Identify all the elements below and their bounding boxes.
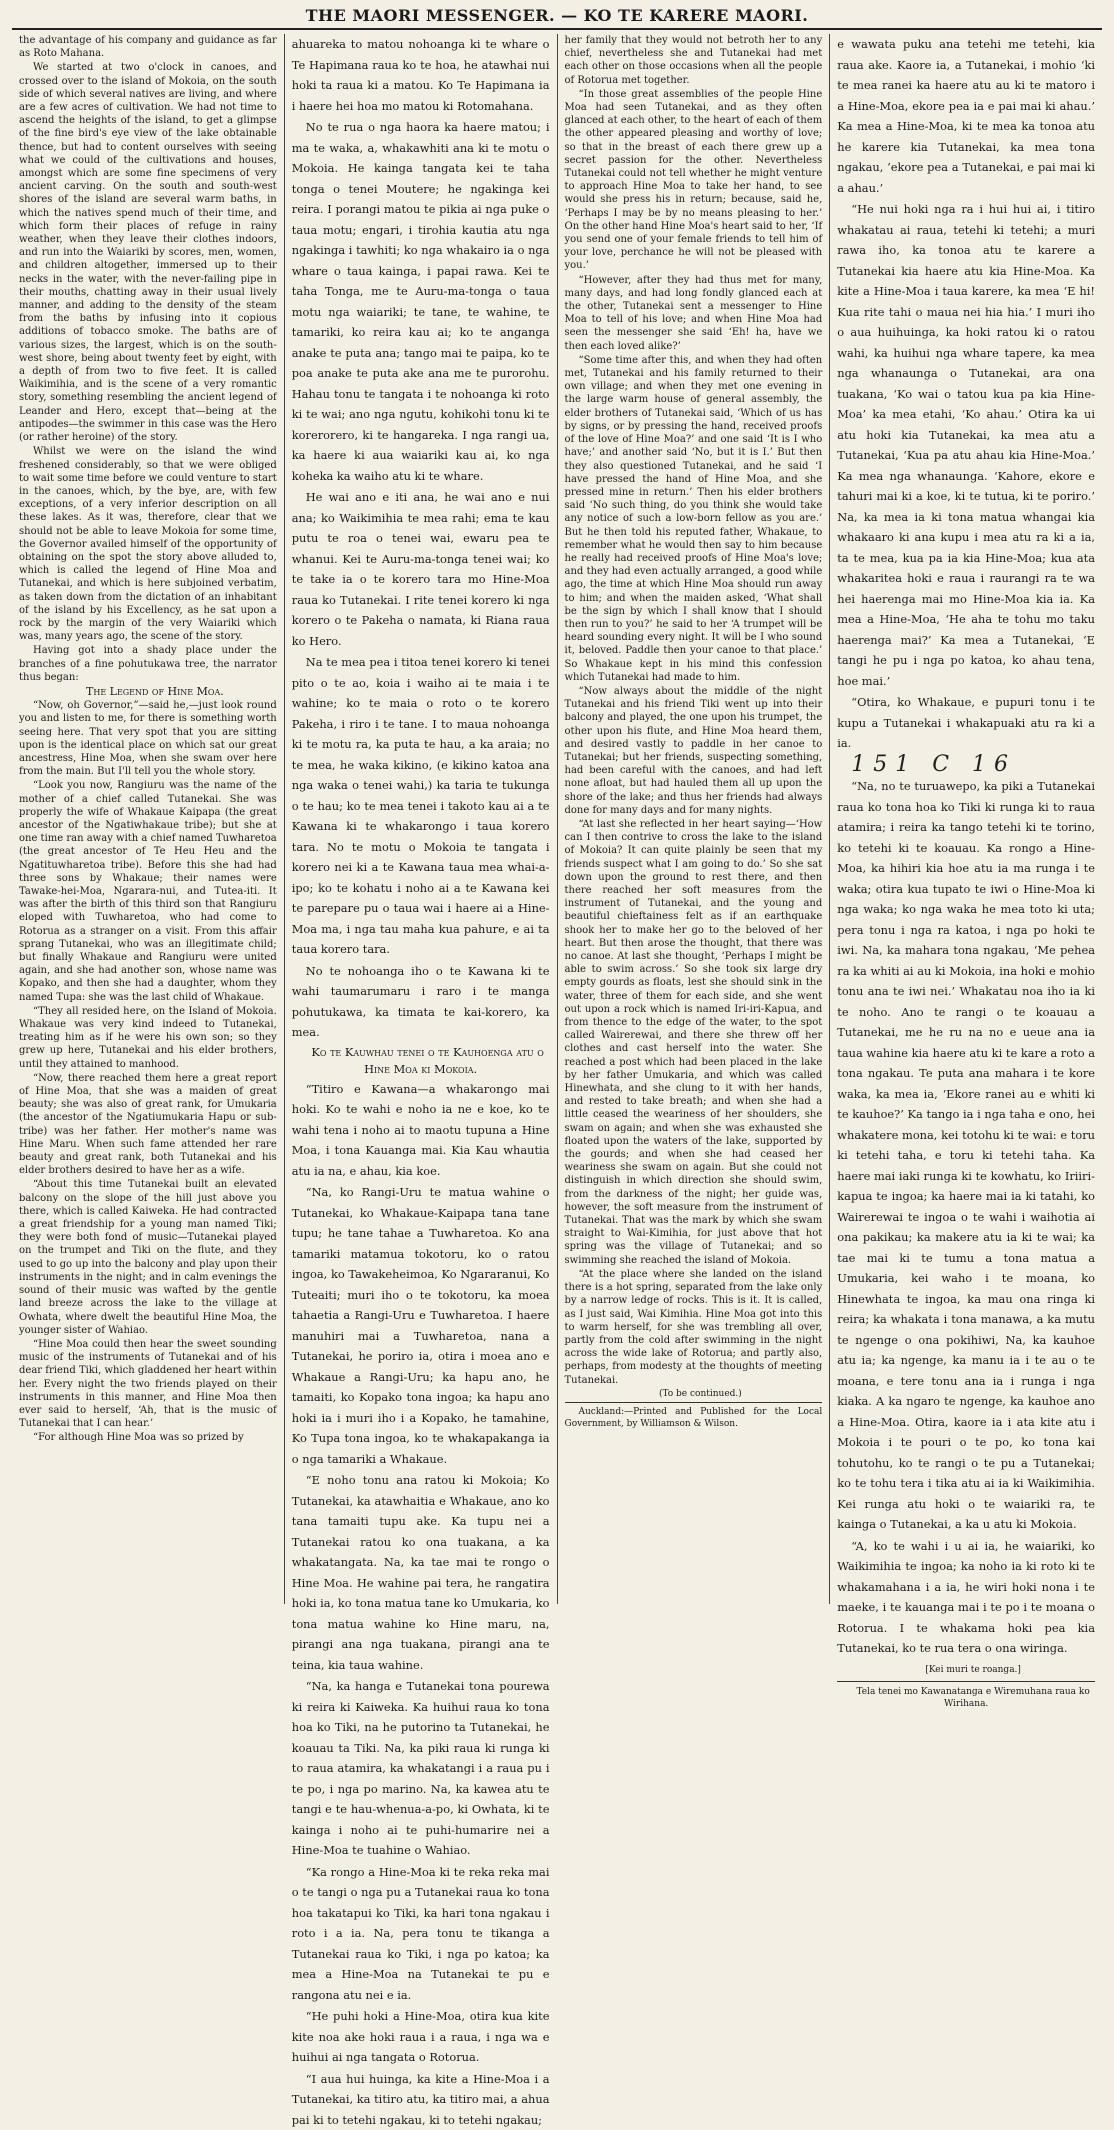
legend-heading: The Legend of Hine Moa. [19, 685, 277, 698]
paragraph: “Na, ko Rangi-Uru te matua wahine o Tutanekai, ko Whakaue-Kaipapa tana tane tupu; he tane tahae a Tuwharetoa. Ko ana tamariki matamua tokotoru, ko o ratou ingoa, ko Tawakeheimoa, Ko Ngararanui, Ko Tuteaiti; muri iho o te tokotoru, ka moea tahaetia a Rangi-Uru e Tuwharetoa. I haere manuhiri mai a Tuwharetoa, nana a Tutanekai, he poriro ia, otira i moea ano e Whakaue a Rangi-Uru; ka hapu ano, he tamaiti, ko Kopako tona ingoa; ka hapu ano hoki ia i muri iho i a Kopako, he tamahine, Ko Tupa tona ingoa, ko te whakapakanga ia o nga tamariki a Whakaue. [292, 1182, 550, 1469]
paragraph: He wai ano e iti ana, he wai ano e nui ana; ko Waikimihia te mea rahi; ema te kau putu te roa o tenei wai, ewaru pea te whanui. Kei te Auru-ma-tonga tenei wai; ko te take ia o te korero tara mo Hine-Moa raua ko Tutanekai. I rite tenei korero ki nga korero o te Pakeha o namata, ki Riana raua ko Hero. [292, 487, 550, 651]
legend-heading-maori: Ko te Kauwhau tenei o te Kauhoenga atu o Hine Moa ki Mokoia. [292, 1044, 550, 1078]
paragraph: Having got into a shady place under the branches of a fine pohutukawa tree, the narrator thus began: [19, 644, 277, 684]
imprint: Auckland:—Printed and Published for the Local Government, by Williamson & Wilson. [565, 1402, 823, 1430]
paragraph: “I aua hui huinga, ka kite a Hine-Moa i a Tutanekai, ka titiro atu, ka titiro mai, a ahua pai ki to tetehi ngakau, ki to tetehi ngakau; [292, 2069, 550, 2130]
columns [12, 34, 1102, 1604]
paragraph: “He nui hoki nga ra i hui hui ai, i titiro whakatau ai raua, tetehi ki tetehi; a muri rawa iho, ka tonoa atu te karere a Tutanekai kia haere atu kia Hine-Moa. Ka kite a Hine-Moa i taua karere, ka mea ‘E hi! Kua rite tahi o maua nei hia hia.’ I muri iho o aua huihuinga, ka hoki ratou ki o ratou wahi, ka huihui nga whare tapere, ka mea nga whanaunga o Tutanekai, ara ona tuakana, ‘Ko wai o tatou kua pa kia Hine-Moa’ ka mea etahi, ‘Ko ahau.’ Otira ka ui atu hoki kia Tutanekai, ka mea atu a Tutanekai, ‘Kua pa atu ahau kia Hine-Moa.’ Ka mea nga whanaunga. ‘Kahore, ekore e tahuri mai ki a koe, ki te tutua, ki te poriro.’ Na, ka mea ia ki tona matua whangai kia whakaaro ki ana kupu i mea atu ra ki a ia, ta te mea, kua pa ia kia Hine-Moa; kua ata whakaritea hoki e raua i raurangi ra te wa hei haerenga mai mo Hine-Moa kia ia. Ka mea a Hine-Moa, ‘He aha te tohu mo taku haerenga mai?’ Ka mea a Tutanekai, ‘E tangi he pu i nga po katoa, ko ahau tena, hoe mai.’ [837, 199, 1095, 691]
paragraph: “Titiro e Kawana—a whakarongo mai hoki. Ko te wahi e noho ia ne e koe, ko te wahi tena i noho ai to maotu tupuna a Hine Moa, i tona Kauanga mai. Kia Kau whautia atu ia na, e ahau, kia koe. [292, 1079, 550, 1182]
paragraph: “They all resided here, on the Island of Mokoia. Whakaue was very kind indeed to Tutanekai, treating him as if he were his own son; so they grew up here, Tutanekai and his elder brothers, until they attained to manhood. [19, 1005, 277, 1071]
paragraph: “Some time after this, and when they had often met, Tutanekai and his family returned to their own village; and when they met one evening in the large warm house of general assembly, the elder brothers of Tutanekai said, ‘Which of us has by signs, or by pressing the hand, received proofs of the love of Hine Moa?’ and one said ‘It is I who have;’ and another said ‘No, but it is I.’ But then they also questioned Tutanekai, and he said ‘I have pressed the hand of Hine Moa, and she pressed mine in return.’ Then his elder brothers said ‘No such thing, do you think she would take any notice of such a low-born fellow as you are.’ But he then told his reputed father, Whakaue, to remember what he would then say to him because he really had received proofs of Hine Moa's love; and they had even actually arranged, a good while ago, the time at which Hine Moa should run away to him; and when the maiden asked, ‘What shall be the sign by which I shall know that I should then run to you?’ he said to her ‘A trumpet will be heard sounding every night. It will be I who sound it, beloved. Paddle then your canoe to that place.’ So Whakaue kept in his mind this confession which Tutanekai had made to him. [565, 354, 823, 684]
to-be-continued-maori: [Kei muri te roanga.] [837, 1660, 1095, 1681]
paragraph: “Now, oh Governor,”—said he,—just look round you and listen to me, for there is something worth seeing here. That very spot that you are sitting upon is the identical place on which sat our great ancestress, Hine Moa, when she swam over here from the main. But I'll tell you the whole story. [19, 699, 277, 778]
paragraph: “Now, there reached them here a great report of Hine Moa, that she was a maiden of great beauty; she was also of great rank, for Umukaria (the ancestor of the Ngatiumukaria Hapu or sub-tribe) was her father. Her mother's name was Hine Maru. When such fame attended her rare beauty and great rank, both Tutanekai and his elder brothers desired to have her as a wife. [19, 1072, 277, 1178]
paragraph: “For although Hine Moa was so prized by [19, 1431, 277, 1444]
paragraph: “However, after they had thus met for many, many days, and had long fondly glanced each at the other, Tutanekai sent a messenger to Hine Moa to tell of his love; and when Hine Moa had seen the messenger she said ‘Eh! ha, have we then each loved alike?’ [565, 274, 823, 353]
paragraph: “In those great assemblies of the people Hine Moa had seen Tutanekai, and as they often glanced at each other, to the heart of each of them the other appeared pleasing and worthy of love; so that in the breast of each there grew up a secret passion for the other. Nevertheless Tutanekai could not tell whether he might venture to approach Hine Moa to take her hand, to see would she press his in return; because, said he, ‘Perhaps I may be by no means pleasing to her.’ On the other hand Hine Moa's heart said to her, ‘If you send one of your female friends to tell him of your love, perchance he will not be pleased with you.’ [565, 88, 823, 273]
column-1-english [12, 34, 285, 1604]
paragraph: “At last she reflected in her heart saying—‘How can I then contrive to cross the lake to the island of Mokoia? It can quite plainly be seen that my friends suspect what I am going to do.’ So she sat down upon the ground to rest there, and then there reached her soft measures from the instrument of Tutanekai, and the young and beautiful chieftainess felt as if an earthquake shook her to make her go to the beloved of her heart. But then arose the thought, that there was no canoe. At last she thought, ‘Perhaps I might be able to swim across.’ So she took six large dry empty gourds as floats, lest she should sink in the water, three of them for each side, and she went out upon a rock which is named Iri-iri-Kapua, and from thence to the edge of the water, to the spot called Wairerewai, and there she threw off her clothes and cast herself into the water. She reached a post which had been placed in the lake by her father Umukaria, and which was called Hinewhata, and she clung to it with her hands, and rested to take breath; and when she had a little ceased the weariness of her shoulders, she swam on again; and when she was exhausted she floated upon the waters of the lake, supported by the gourds; and when she had ceased her weariness she swam on again. But she could not distinguish in which direction she should swim, from the darkness of the night; her guide was, however, the soft measure from the instrument of Tutanekai. That was the mark by which she swam straight to Wai-Kimihia, for just above that hot spring was the village of Tutanekai; and so swimming she reached the island of Mokoia. [565, 818, 823, 1267]
paragraph: No te rua o nga haora ka haere matou; i ma te waka, a, whakawhiti ana ki te motu o Mokoia. He kainga tangata kei te taha tonga o tenei Moutere; he ngakinga kei reira. I porangi matou te pikia ai nga puke o taua motu; engari, i tirohia kautia atu nga ngakinga i tawhiti; ko nga whakairo ia o nga whare o taua kainga, i papai rawa. Kei te taha Tonga, me te Auru-ma-tonga o taua motu nga waiariki; te tane, te wahine, te tamariki, ko reira kau ai; ko te anganga anake te puta ana; tango mai te paipa, ko te poa anake te puta ake ana me te purorohu. Hahau tonu te tangata i te nohoanga ki roto ki te wai; ano nga ngutu, kohikohi tonu ki te korerorero, ki te hangareka. I nga rangi ua, ka haere ki aua waiariki kau ai, ko nga koheka ka waiho atu ki te whare. [292, 117, 550, 486]
paragraph: Whilst we were on the island the wind freshened considerably, so that we were obliged to wait some time before we could venture to start in the canoes, which, by the bye, are, with few exceptions, of a very inferior description on all these lakes. As it was, therefore, clear that we should not be able to leave Mokoia for some time, the Governor availed himself of the opportunity of obtaining on the spot the story above alluded to, which is called the legend of Hine Moa and Tutanekai, and which is here subjoined verbatim, as taken down from the dictation of an inhabitant of the island by his Excellency, as he sat upon a rock by the margin of the very Waiariki which was, many years ago, the scene of the story. [19, 445, 277, 643]
paragraph: the advantage of his company and guidance as far as Roto Mahana. [19, 34, 277, 60]
paragraph: We started at two o'clock in canoes, and crossed over to the island of Mokoia, on the south side of which several natives are living, and where are a few acres of cultivation. We had not time to ascend the heights of the island, to get a glimpse of the fine bird's eye view of the lake obtainable thence, but had to content ourselves with seeing what we could of the cultivations and houses, amongst which are some fine specimens of very ancient carving. On the south and south-west shores of the island are several warm baths, in which the natives spend much of their time, and which form their places of refuge in rainy weather, when they leave their clothes indoors, and run into the Waiariki by scores, men, women, and children altogether, immersed up to their necks in the water, with the never-failing pipe in their mouths, chatting away in their usual lively manner, and adding to the density of the steam from the baths by infusing into it copious additions of tobacco smoke. The baths are of various sizes, the largest, which is on the south-west shore, being about twenty feet by eight, with a depth of from two to five feet. It is called Waikimihia, and is the scene of a very romantic story, something resembling the ancient legend of Leander and Hero, except that—being at the antipodes—the swimmer in this case was the Hero (or rather heroine) of the story. [19, 61, 277, 444]
paragraph: “A, ko te wahi i u ai ia, he waiariki, ko Waikimihia te ingoa; ka noho ia ki roto ki te whakamahana i a ia, he wiri hoki nona i te maeke, i te kauanga mai i te po i te moana o Rotorua. I te whakama hoki pea kia Tutanekai, ko te rua tera o ona wiringa. [837, 1536, 1095, 1659]
masthead-dash: — [561, 6, 578, 25]
paragraph: ahuareka to matou nohoanga ki te whare o Te Hapimana raua ko te hoa, he atawhai nui hoki ta raua ki a matou. Ko Te Hapimana ia i haere hei hoa mo matou ki Rotomahana. [292, 34, 550, 116]
paragraph: “Now always about the middle of the night Tutanekai and his friend Tiki went up into their balcony and played, the one upon his trumpet, the other upon his flute, and Hine Moa heard them, and desired vastly to paddle in her canoe to Tutanekai; but her friends, suspecting something, had been careful with the canoes, and had left none afloat, but had hauled them all up upon the shore of the lake; and thus her friends had always done for many days and for many nights. [565, 685, 823, 817]
column-4-maori [830, 34, 1102, 1604]
paragraph: No te nohoanga iho o te Kawana ki te wahi taumarumaru i raro i te manga pohutukawa, ka timata te kai-korero, ka mea. [292, 961, 550, 1043]
paragraph: “At the place where she landed on the island there is a hot spring, separated from the lake only by a narrow ledge of rocks. This is it. It is called, as I just said, Wai Kimihia. Hine Moa got into this to warm herself, for she was trembling all over, partly from the cold after swimming in the night across the wide lake of Rotorua; and partly also, perhaps, from modesty at the thoughts of meeting Tutanekai. [565, 1268, 823, 1387]
column-3-english [558, 34, 831, 1604]
masthead-english-title: THE MAORI MESSENGER. [306, 6, 555, 25]
handwritten-annotation: 151 C 16 [837, 755, 1095, 776]
paragraph: “Hine Moa could then hear the sweet sounding music of the instruments of Tutanekai and of his dear friend Tiki, which gladdened her heart within her. Every night the two friends played on their instruments in this manner, and Hine Moa then ever said to herself, ‘Ah, that is the music of Tutanekai that I can hear.’ [19, 1338, 277, 1430]
paragraph: “He puhi hoki a Hine-Moa, otira kua kite kite noa ake hoki raua i a raua, i nga wa e huihui ai nga tangata o Rotorua. [292, 2006, 550, 2068]
to-be-continued: (To be continued.) [565, 1388, 823, 1401]
column-2-maori [285, 34, 558, 1604]
paragraph: “E noho tonu ana ratou ki Mokoia; Ko Tutanekai, ka atawhaitia e Whakaue, ano ko tana tamaiti tupu ake. Ka tupu nei a Tutanekai ratou ko ona tuakana, a ka whakatangata. Na, ka tae mai te rongo o Hine Moa. He wahine pai tera, he rangatira hoki ia, ko tona matua tane ko Umukaria, ko tona matua wahine ko Hine maru, na, pirangi ana nga tuakana, pirangi ana te teina, kia taua wahine. [292, 1470, 550, 1675]
masthead-maori-title: KO TE KARERE MAORI. [584, 6, 809, 25]
paragraph: “Look you now, Rangiuru was the name of the mother of a chief called Tutanekai. She was properly the wife of Whakaue Kaipapa (the great ancestor of the Ngatiwhakaue tribe); but she at one time ran away with a chief named Tuwharetoa (the great ancestor of Te Heu Heu and the Ngatituwharetoa tribe). Before this she had had three sons by Whakaue; their names were Tawake-hei-Moa, Ngarara-nui, and Tutea-iti. It was after the birth of this third son that Rangiuru eloped with Tuwharetoa, who had come to Rotorua as a stranger on a visit. From this affair sprang Tutanekai, who was an illegitimate child; but finally Whakaue and Rangiuru were united again, and she had another son, whose name was Kopako, and then she had a daughter, whom they named Tupa: she was the last child of Whakaue. [19, 779, 277, 1003]
paragraph: “Na, no te turuawepo, ka piki a Tutanekai raua ko tona hoa ko Tiki ki runga ki to raua atamira; i reira ka tango tetehi ki te torino, ko tetehi ki te koauau. Ka rongo a Hine-Moa, ka hihiri kia hoe atu ia ma runga i te waka; otira kua tupato te iwi o Hine-Moa ki nga waka; ko nga waka he mea toto ki uta; pera tonu i nga ra katoa, i nga po hoki te iwi. Na, ka mahara tona ngakau, ‘Me pehea ra ka whiti ai au ki Mokoia, ina hoki e mohio tonu ana te iwi nei.’ Whakatau noa iho ia ki te noho. Ano te rangi o te koauau a Tutanekai, me he ru na no e ueue ana ia taua wahine kia haere atu ki te kare a roto a tona ngakau. Te puta ana mahara i te kore waka, ka mea ia, ‘Ekore ranei au e whiti ki te kauhoe?’ Ka tango ia i nga taha e ono, hei whakatere mona, kei totohu ki te wai: e toru ki tetehi taha, e toru ki tetehi taha. Ka haere mai iaki runga ki te kowhatu, ko Iriiri-kapua te ingoa; ka haere mai ia ki tatahi, ko Wairerewai te ingoa o te wahi i waihotia ai ona pakikau; ka makere atu ia ki te wai; ka tae mai ki te tumu a tona matua a Umukaria, kei waho i te moana, ko Hinewhata te ingoa, ka mau ona ringa ki reira; ka whakata i tona manawa, a ka mutu te ngenge o ona pokihiwi, Na, ka kauhoe atu ia; ka ngenge, ka manu ia i te au o te moana, e tere tonu ana ia i runga i nga kiaka. A ka ngaro te ngenge, ka kauhoe ano a Hine-Moa. Otira, kaore ia i ata kite atu i Mokoia i te pouri o te po, ko tona kai tohutohu, ko te rangi o te pu a Tutanekai; ko te tohu tera i tika atu ai ia ki Waikimihia. Kei runga atu hoki o te waiariki ra, te kainga o Tutanekai, a ka u atu ki Mokoia. [837, 776, 1095, 1535]
paragraph: e wawata puku ana tetehi me tetehi, kia raua ake. Kaore ia, a Tutanekai, i mohio ‘ki te mea ranei ka haere atu au ki te matoro i a Hine-Moa, ekore pea ia e pai mai ki ahau.’ Ka mea a Hine-Moa, ki te mea ka tonoa atu he karere kia Tutanekai, ka mea tona ngakau, ‘ekore pea a Tutanekai, e pai mai ki a ahau.’ [837, 34, 1095, 198]
imprint-maori: Tela tenei mo Kawanatanga e Wiremuhana raua ko Wirihana. [837, 1681, 1095, 1710]
paragraph: “Ka rongo a Hine-Moa ki te reka reka mai o te tangi o nga pu a Tutanekai raua ko tona hoa takatapui ko Tiki, ka hari tona ngakau i roto i a ia. Na, pera tonu te tikanga a Tutanekai raua ko Tiki, i nga po katoa; ka mea a Hine-Moa na Tutanekai te pu e rangona atu nei e ia. [292, 1862, 550, 2006]
paragraph: “About this time Tutanekai built an elevated balcony on the slope of the hill just above you there, which is called Kaiweka. He had contracted a great friendship for a young man named Tiki; they were both fond of music—Tutanekai played on the trumpet and Tiki on the flute, and they used to go up into the balcony and play upon their instruments in the night; and in calm evenings the sound of their music was wafted by the gentle land breeze across the lake to the village at Owhata, where dwelt the beautiful Hine Moa, the younger sister of Wahiao. [19, 1178, 277, 1336]
paragraph: “Na, ka hanga e Tutanekai tona pourewa ki reira ki Kaiweka. Ka huihui raua ko tona hoa ko Tiki, na he putorino ta Tutanekai, he koauau ta Tiki. Na, ka piki raua ki runga ki to raua atamira, ka whakatangi i a raua pu i te po, i nga po marino. Na, ka kawea atu te tangi e te hau-whenua-a-po, ki Owhata, ki te kainga i noho ai te puhi-humarire nei a Hine-Moa te tuahine o Wahiao. [292, 1676, 550, 1861]
masthead [12, 6, 1102, 30]
paragraph: “Otira, ko Whakaue, e pupuri tonu i te kupu a Tutanekai i whakapuaki atu ra ki a ia. [837, 692, 1095, 754]
paragraph: Na te mea pea i titoa tenei korero ki tenei pito o te ao, koia i waiho ai te maia i te wahine; ko te maia o roto o te korero Pakeha, i riro i te tane. I to maua nohoanga ki te motu ra, ka puta te hau, a ka araia; no te mea, he waka kikino, (e kikino katoa ana nga waka o tenei wahi,) ka taria te tukunga o te hau; ko te mea tenei i takoto kau ai a te Kawana ki te whakarongo i taua korero tara. No te motu o Mokoia te tangata i korero nei ki a te Kawana taua mea whai-a-ipo; ko te kohatu i noho ai a te Kawana kei te parepare pu o taua wai i haere ai a Hine-Moa ma, i nga tau maha kua pahure, e ai ta taua korero tara. [292, 652, 550, 960]
paragraph: her family that they would not betroth her to any chief, nevertheless she and Tutanekai had met each other on those occasions when all the people of Rotorua met together. [565, 34, 823, 87]
